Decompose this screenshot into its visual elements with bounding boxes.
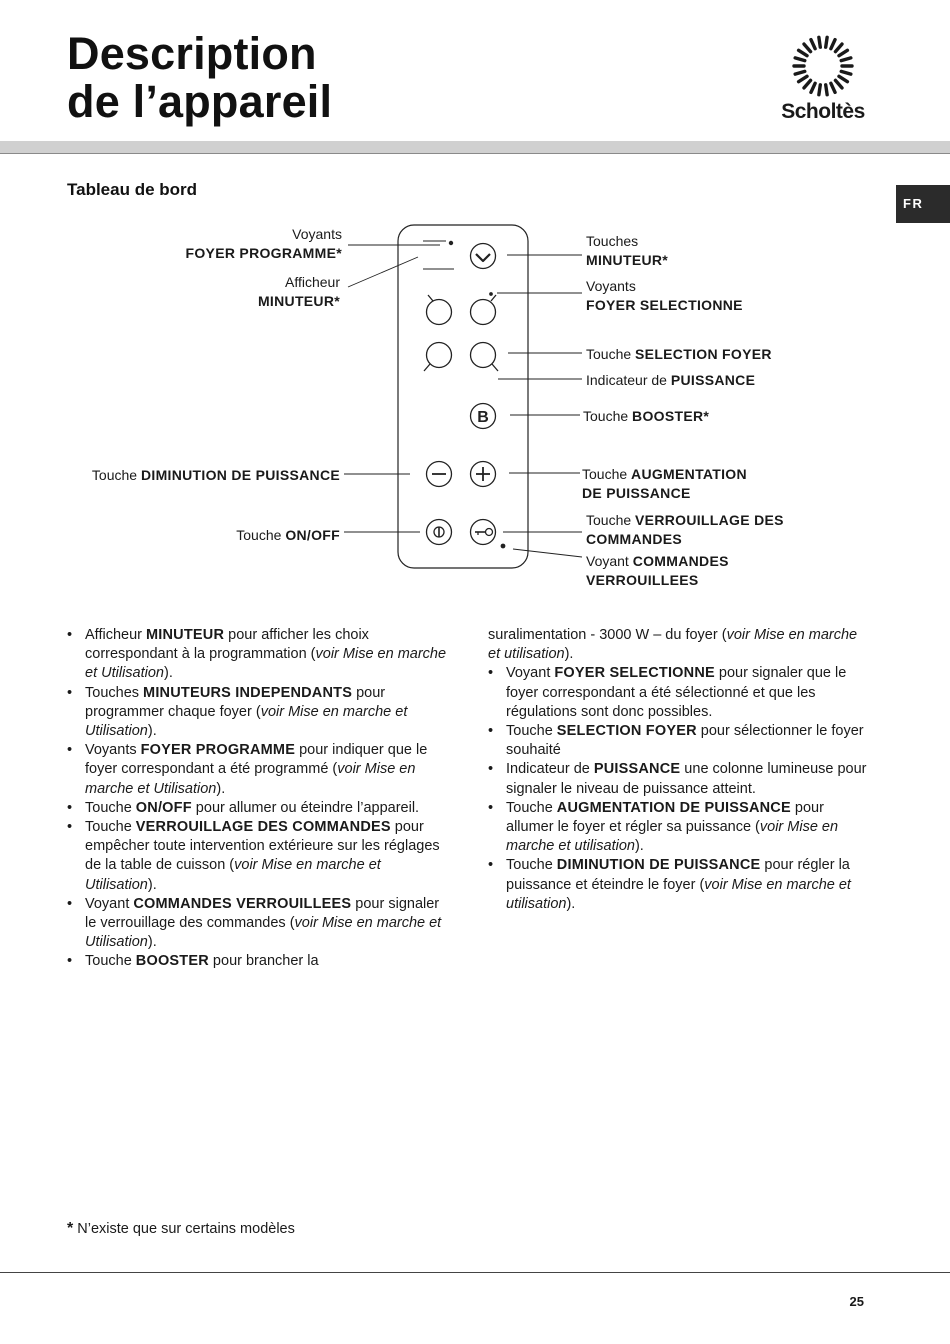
sun-ray — [839, 76, 847, 81]
label-programmed-zone-lights: Voyants FOYER PROGRAMME* — [185, 226, 342, 261]
list-item-continuation: suralimentation - 3000 W – du foyer (voir Mise en marche et utilisation). — [488, 627, 858, 663]
list-item: • Touche SELECTION FOYER pour sélectionner le foyer souhaité — [488, 722, 873, 760]
timer-key — [471, 244, 496, 269]
label-timer-display: Afficheur MINUTEUR* — [257, 274, 340, 309]
power-decrease-key — [427, 462, 452, 487]
control-panel-drawing — [0, 215, 950, 600]
lock-key — [471, 520, 496, 545]
list-item: • Afficheur MINUTEUR pour afficher les choix correspondant à la programmation (voir Mise en marche et Utilisation). — [67, 626, 452, 684]
header-band — [0, 141, 950, 154]
list-item: • Touche VERROUILLAGE DES COMMANDES pour empêcher toute intervention extérieure sur les réglages de la table de cuisson (voir Mise en marche et Utilisation). — [67, 818, 452, 895]
selected-zone-indicator-left — [427, 295, 452, 325]
booster-key-label: B — [477, 409, 489, 426]
sun-ray — [835, 80, 842, 88]
list-item: • Touche BOOSTER pour brancher la — [67, 952, 452, 971]
list-item: • Voyant FOYER SELECTIONNE pour signaler que le foyer correspondant a été sélectionné et que les régulations sont donc possibles. — [488, 664, 873, 722]
leader-lines-left — [344, 245, 440, 532]
selected-zone-indicator-right — [471, 293, 497, 325]
on-off-key — [427, 520, 452, 545]
list-item: • Voyant COMMANDES VERROUILLEES pour signaler le verrouillage des commandes (voir Mise en marche et Utilisation). — [67, 895, 452, 953]
label-lock-indicator: Voyant COMMANDES VERROUILLEES — [586, 553, 729, 588]
list-item: • Touches MINUTEURS INDEPENDANTS pour programmer chaque foyer (voir Mise en marche et Utilisation). — [67, 684, 452, 742]
panel-outline — [398, 225, 528, 568]
sun-ray — [795, 58, 805, 61]
sun-ray — [839, 50, 847, 55]
page-title-line1: Description — [67, 28, 317, 79]
footer-rule — [0, 1272, 950, 1273]
sun-ray — [811, 83, 815, 92]
label-power-increase-key: Touche AUGMENTATION DE PUISSANCE — [582, 466, 747, 501]
brand-name: Scholtès — [781, 100, 865, 123]
sun-ray — [795, 71, 805, 74]
list-item: • Touche DIMINUTION DE PUISSANCE pour régler la puissance et éteindre le foyer (voir Mise en marche et utilisation). — [488, 856, 873, 914]
programmed-indicator-dot — [449, 241, 453, 245]
footnote-text: N’existe que sur certains modèles — [73, 1221, 295, 1237]
lock-indicator-dot — [501, 544, 506, 549]
label-lock-key: Touche VERROUILLAGE DES COMMANDES — [586, 512, 784, 547]
sun-ray — [831, 83, 835, 92]
label-power-indicator: Indicateur de PUISSANCE — [586, 372, 756, 388]
list-item: • Voyants FOYER PROGRAMME pour indiquer que le foyer correspondant a été programmé (voir Mise en marche et Utilisation). — [67, 741, 452, 799]
zone-selection-key-right — [471, 343, 499, 372]
sun-ray — [799, 76, 807, 81]
list-item: • Indicateur de PUISSANCE une colonne lumineuse pour signaler le niveau de puissance atteint. — [488, 760, 873, 798]
sun-ray — [799, 50, 807, 55]
list-item: • Touche ON/OFF pour allumer ou éteindre l’appareil. — [67, 799, 452, 818]
zone-selection-key-left — [424, 343, 452, 372]
leader-lines-right — [497, 255, 582, 557]
sun-ray — [819, 37, 820, 47]
sun-ray — [835, 44, 842, 52]
description-column-right — [488, 626, 873, 914]
power-increase-key — [471, 462, 496, 487]
label-selected-zone-lights: Voyants FOYER SELECTIONNE — [586, 278, 743, 313]
page-title — [67, 30, 332, 126]
sun-ray — [804, 44, 811, 52]
description-list-left — [67, 626, 452, 972]
footnote — [67, 1220, 295, 1238]
label-zone-selection-key: Touche SELECTION FOYER — [586, 346, 772, 362]
sun-ray — [841, 71, 851, 74]
sun-ray — [826, 37, 827, 47]
sun-ray — [819, 85, 820, 95]
description-column-left — [67, 626, 452, 972]
label-timer-keys: Touches MINUTEUR* — [586, 233, 669, 268]
section-title: Tableau de bord — [67, 180, 198, 199]
footnote-star: * — [67, 1220, 74, 1237]
sun-ray — [804, 80, 811, 88]
page-title-line2: de l’appareil — [67, 76, 333, 127]
sun-ray — [841, 58, 851, 61]
description-list-right — [488, 626, 873, 914]
brand-logo — [776, 34, 870, 126]
page-number: 25 — [849, 1294, 864, 1309]
sun-ray — [826, 85, 827, 95]
label-on-off-key: Touche ON/OFF — [236, 527, 340, 543]
sun-ray — [831, 40, 835, 49]
list-item: • Touche AUGMENTATION DE PUISSANCE pour allumer le foyer et régler sa puissance (voir Mise en marche et utilisation). — [488, 799, 873, 857]
language-tab: FR — [896, 185, 950, 223]
control-panel-diagram — [0, 215, 950, 600]
sun-burst-icon — [776, 34, 870, 98]
sun-ray — [811, 40, 815, 49]
label-booster-key: Touche BOOSTER* — [583, 408, 710, 424]
label-power-decrease-key: Touche DIMINUTION DE PUISSANCE — [91, 467, 340, 483]
